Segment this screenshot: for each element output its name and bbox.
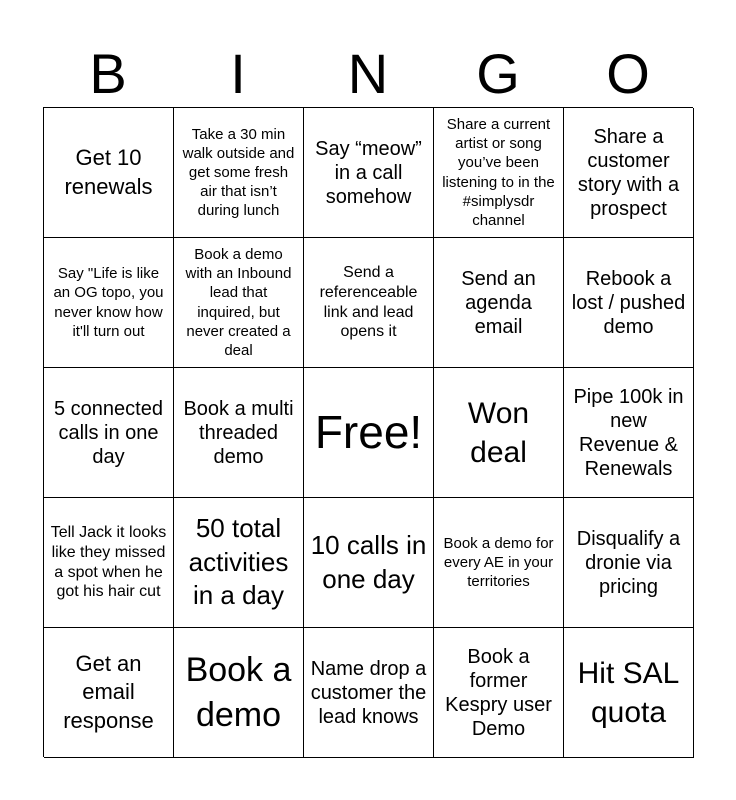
header-letter-b: B xyxy=(89,42,127,105)
bingo-cell[interactable] xyxy=(174,368,304,498)
cell-text: Book a former Kespry user Demo xyxy=(445,645,552,740)
bingo-cell[interactable] xyxy=(44,368,174,498)
cell-text: Share a customer story with a prospect xyxy=(577,125,680,220)
cell-text: Book a multi threaded demo xyxy=(183,397,294,468)
bingo-cell[interactable] xyxy=(44,628,174,758)
bingo-cell[interactable] xyxy=(44,498,174,628)
cell-text: 50 total activities in a day xyxy=(188,512,289,611)
cell-text: Share a current artist or song you’ve been listening to in the #simplysdr channel xyxy=(442,115,555,229)
bingo-cell[interactable] xyxy=(434,368,564,498)
bingo-cell[interactable] xyxy=(434,238,564,368)
bingo-cell[interactable] xyxy=(564,628,694,758)
bingo-header xyxy=(43,42,693,106)
cell-text: 5 connected calls in one day xyxy=(54,397,163,468)
cell-text: Say “meow” in a call somehow xyxy=(315,137,422,208)
bingo-cell[interactable] xyxy=(304,498,434,628)
cell-text: Get an email response xyxy=(63,650,154,733)
cell-text: Hit SAL quota xyxy=(577,656,680,729)
bingo-cell[interactable] xyxy=(304,108,434,238)
cell-text: Book a demo xyxy=(185,651,292,734)
cell-text: Pipe 100k in new Revenue & Renewals xyxy=(573,385,684,480)
bingo-cell[interactable] xyxy=(434,498,564,628)
bingo-board xyxy=(43,107,693,757)
cell-text: Tell Jack it looks like they missed a spot when he got his hair cut xyxy=(50,524,167,601)
bingo-cell[interactable] xyxy=(174,238,304,368)
cell-text: Get 10 renewals xyxy=(64,144,153,199)
cell-text: Name drop a customer the lead knows xyxy=(310,657,427,728)
header-letter-n: N xyxy=(347,42,389,105)
free-cell[interactable] xyxy=(304,368,434,498)
bingo-cell[interactable] xyxy=(564,368,694,498)
cell-text: Disqualify a dronie via pricing xyxy=(576,527,681,598)
bingo-cell[interactable] xyxy=(174,498,304,628)
cell-text: Rebook a lost / pushed demo xyxy=(571,267,686,338)
bingo-cell[interactable] xyxy=(174,628,304,758)
bingo-cell[interactable] xyxy=(174,108,304,238)
cell-text: Won deal xyxy=(467,396,530,469)
cell-text: Say "Life is like an OG topo, you never know how it'll turn out xyxy=(53,265,164,340)
bingo-cell[interactable] xyxy=(564,498,694,628)
cell-text: Send a referenceable link and lead opens it xyxy=(319,264,418,341)
bingo-cell[interactable] xyxy=(434,108,564,238)
bingo-cell[interactable] xyxy=(44,108,174,238)
bingo-cell[interactable] xyxy=(564,108,694,238)
header-letter-o: O xyxy=(606,42,650,105)
header-letter-i: I xyxy=(230,42,246,105)
cell-text: Take a 30 min walk outside and get some fresh air that isn’t during lunch xyxy=(182,125,295,220)
bingo-cell[interactable] xyxy=(434,628,564,758)
header-letter-g: G xyxy=(476,42,520,105)
bingo-cell[interactable] xyxy=(304,628,434,758)
bingo-cell[interactable] xyxy=(44,238,174,368)
cell-text: 10 calls in one day xyxy=(310,529,427,594)
cell-text: Free! xyxy=(314,406,423,459)
bingo-cell[interactable] xyxy=(564,238,694,368)
bingo-cell[interactable] xyxy=(304,238,434,368)
cell-text: Book a demo for every AE in your territories xyxy=(443,534,554,591)
cell-text: Send an agenda email xyxy=(461,267,536,338)
cell-text: Book a demo with an Inbound lead that inquired, but never created a deal xyxy=(185,245,292,359)
